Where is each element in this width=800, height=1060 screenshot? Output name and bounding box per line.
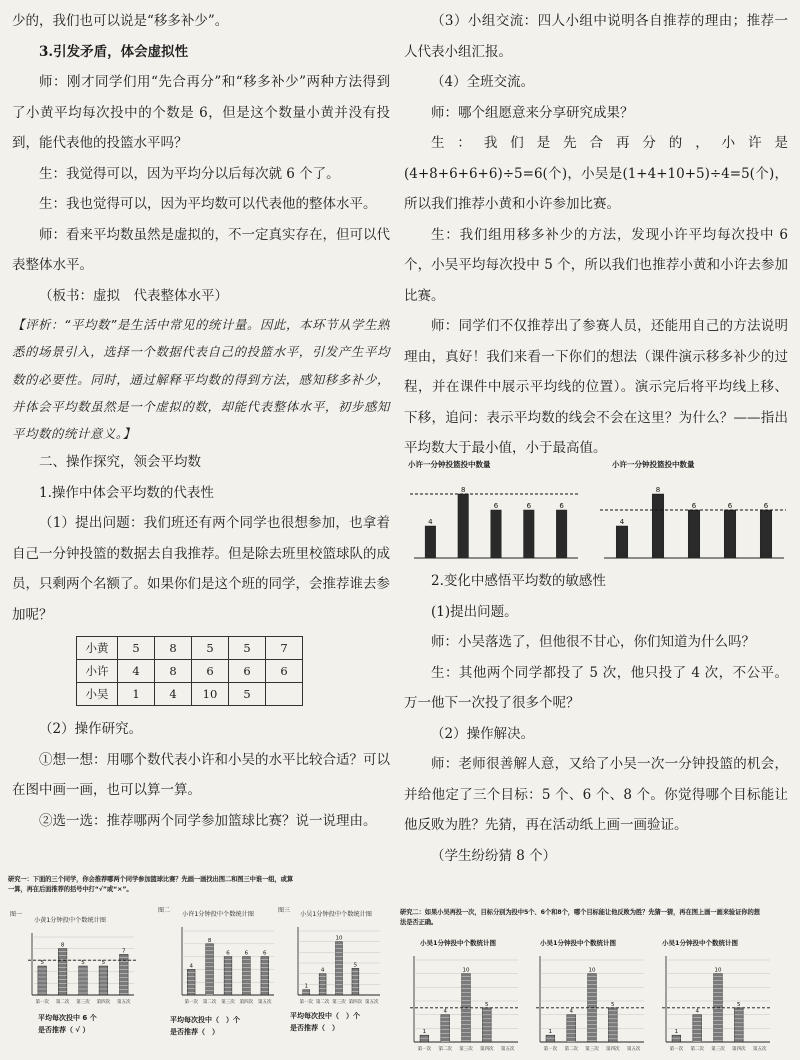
ws1-chart3-title: 小吴1分钟投中个数统计图	[300, 911, 372, 918]
x-tick-label: 第一次	[184, 1000, 198, 1005]
data-label: 10	[714, 967, 722, 974]
table-cell: 1	[118, 683, 155, 706]
data-label: 5	[485, 1001, 489, 1008]
ws1-c1-cap2: 是否推荐（ √ ）	[38, 1026, 90, 1034]
data-label: 8	[60, 942, 65, 949]
data-label: 5	[353, 962, 358, 969]
data-label: 8	[460, 486, 466, 494]
data-label: 5	[737, 1001, 741, 1008]
worksheet-1-fig3: 图三	[278, 907, 291, 914]
data-label: 10	[335, 935, 343, 942]
data-label: 4	[428, 518, 433, 526]
bar	[79, 966, 88, 995]
teacher-paragraph-6: 师：老师很善解人意，又给了小吴一次一分钟投篮的机会，并给他定了三个目标：5 个、6 个、8 个。你觉得哪个目标能让他反败为胜？先猜，再在活动纸上画一画验证。	[404, 756, 788, 833]
subsection-heading-1: 1.操作中体会平均数的代表性	[39, 484, 214, 501]
x-tick-label: 第三次	[459, 1047, 473, 1052]
table-row	[77, 660, 303, 683]
ws1-chart1-svg	[18, 925, 138, 1009]
worksheet-2-title: 研究二：如果小吴再投一次，目标分别为投中5个、6个和8个，哪个目标能让他反败为胜？先猜一猜，再在图上画一画来验证你的想法是否正确。	[400, 909, 760, 926]
table-cell: 5	[229, 637, 266, 660]
mid-chart-1	[404, 458, 584, 570]
worksheet-1	[8, 875, 388, 1055]
mid-chart-2-title: 小许一分钟投篮投中数量	[612, 460, 695, 469]
x-tick-label: 第二次	[55, 1000, 70, 1005]
question-heading-2: (1)提出问题。	[431, 603, 518, 620]
bar	[760, 510, 772, 558]
table-cell: 8	[155, 637, 192, 660]
data-label: 5	[40, 960, 44, 966]
bar	[336, 942, 343, 995]
x-tick-label: 第一次	[299, 1000, 313, 1005]
ws1-chart2-title: 小许1分钟投中个数统计图	[182, 911, 254, 918]
ws1-c2-cap2: 是否推荐（ ）	[170, 1028, 219, 1036]
x-tick-label: 第二次	[564, 1047, 578, 1052]
right-column-bottom	[404, 566, 788, 871]
ws1-chart1-title: 小黄1分钟投中个数统计图	[34, 917, 106, 924]
ws1-c2-cap1: 平均每次投中（ ）个	[170, 1016, 240, 1024]
bar	[608, 1008, 617, 1042]
operation-heading: （2）操作研究。	[39, 721, 143, 738]
x-tick-label: 第五次	[365, 1000, 379, 1005]
mid-chart-1-title: 小许一分钟投篮投中数量	[408, 460, 491, 469]
data-label: 6	[691, 502, 697, 510]
continued-line: 少的，我们也可以说是“移多补少”。	[12, 13, 229, 29]
operation-heading-2: （2）操作解决。	[431, 725, 535, 742]
x-tick-label: 第二次	[438, 1047, 452, 1052]
right-column-top	[404, 6, 788, 464]
table-cell: 4	[118, 660, 155, 683]
data-label: 1	[422, 1029, 427, 1036]
table-cell: 小吴	[77, 683, 118, 706]
table-cell	[266, 683, 303, 706]
teacher-paragraph-2: 师：看来平均数虽然是虚拟的，不一定真实存在，但可以代表整体水平。	[12, 226, 390, 273]
bar	[546, 1035, 555, 1042]
data-label: 6	[226, 950, 230, 957]
data-label: 6	[244, 950, 249, 957]
bar	[420, 1035, 429, 1042]
x-tick-label: 第四次	[480, 1047, 494, 1052]
student-paragraph-1: 生：我觉得可以，因为平均分以后每次就 6 个了。	[39, 165, 340, 182]
ws1-chart2-svg	[168, 919, 278, 1009]
x-tick-label: 第一次	[35, 1000, 49, 1005]
bar	[187, 969, 195, 995]
data-label: 6	[493, 502, 499, 510]
guess-line: （学生纷纷猜 8 个）	[431, 847, 557, 864]
bar	[616, 526, 628, 558]
data-label: 5	[611, 1001, 615, 1008]
x-tick-label: 第四次	[348, 1000, 363, 1005]
teacher-paragraph-4: 师：同学们不仅推荐出了参赛人员，还能用自己的方法说明理由，真好！我们来看一下你们的想法（课件演示移多补少的过程，并在课件中展示平均线的位置）。演示完后将平均线上移、下移，追问：表示平均数的线会不会在这里？为什么？——指出平均数大于最小值，小于最高值。	[404, 318, 788, 456]
bar	[652, 494, 664, 558]
data-label: 6	[263, 950, 267, 957]
table-cell: 8	[155, 660, 192, 683]
ws2-chart3-title: 小吴1分钟投中个数统计图	[662, 939, 739, 947]
worksheet-1-title: 研究一：下面的三个同学，你会推荐哪两个同学参加篮球比赛？先画一画找出图二和图三中谁一组，或算一算，再在后面推荐的括号中打“√”或“×”。	[8, 876, 294, 893]
student-paragraph-4: 生：我们组用移多补少的方法，发现小许平均每次投中 6 个，小吴平均每次投中 5 个，所以我们也推荐小黄和小许去参加比赛。	[404, 226, 788, 304]
ws2-chart2-svg	[526, 948, 648, 1056]
teacher-paragraph-1: 师：刚才同学们用“先合再分”和“移多补少”两种方法得到了小黄平均每次投中的个数是 6，但是这个数量小黄并没有投到，能代表他的投篮水平吗？	[12, 74, 390, 151]
data-label: 1	[304, 983, 308, 990]
student-paragraph-5: 生：其他两个同学都投了 5 次，他只投了 4 次，不公平。万一他下一次投了很多个呢？	[404, 664, 788, 711]
x-tick-label: 第三次	[221, 1000, 235, 1005]
ws1-chart3-svg	[284, 919, 384, 1009]
ws1-c3-cap1: 平均每次投中（ ）个	[290, 1012, 360, 1020]
table-cell: 4	[155, 683, 192, 706]
ws2-chart3-svg	[652, 948, 774, 1056]
group-discussion: （3）小组交流：四人小组中说明各自推荐的理由；推荐一人代表小组汇报。	[404, 13, 788, 60]
section-heading-3: 3.引发矛盾，体会虚拟性	[39, 43, 189, 60]
data-label: 4	[619, 518, 625, 526]
data-label: 5	[101, 960, 106, 966]
data-label: 6	[526, 502, 532, 510]
left-column	[12, 6, 390, 836]
table-row	[77, 637, 303, 660]
mid-chart-2	[594, 458, 790, 570]
data-label: 8	[655, 486, 661, 494]
bar	[38, 966, 47, 995]
x-tick-label: 第三次	[711, 1047, 725, 1052]
worksheet-2	[400, 908, 792, 1058]
x-tick-label: 第一次	[669, 1047, 684, 1052]
bar	[556, 510, 566, 558]
worksheet-1-fig1: 图一	[10, 911, 23, 918]
ws2-chart1-title: 小吴1分钟投中个数统计图	[420, 939, 497, 947]
x-tick-label: 第五次	[117, 1000, 131, 1005]
table-cell: 5	[229, 683, 266, 706]
score-table	[76, 636, 303, 706]
table-cell: 5	[192, 637, 229, 660]
table-cell: 6	[229, 660, 266, 683]
table-row	[77, 683, 303, 706]
ws1-c1-cap1: 平均每次投中 6 个	[38, 1014, 97, 1022]
class-discussion: （4）全班交流。	[431, 74, 535, 90]
data-label: 6	[559, 502, 564, 510]
table-cell: 10	[192, 683, 229, 706]
x-tick-label: 第二次	[315, 1000, 330, 1005]
data-label: 4	[189, 963, 193, 970]
question-paragraph: （1）提出问题：我们班还有两个同学也很想参加，也拿着自己一分钟投篮的数据去自我推荐。但是除去班里校篮球队的成员，只剩两个名额了。如果你们是这个班的同学，会推荐谁去参加呢？	[12, 515, 390, 623]
teacher-paragraph-5: 师：小吴落选了，但他很不甘心，你们知道为什么吗？	[431, 634, 755, 650]
table-cell: 小黄	[77, 637, 118, 660]
data-label: 7	[122, 948, 126, 955]
subsection-heading-2: 2.变化中感悟平均数的敏感性	[431, 573, 606, 589]
data-label: 6	[763, 502, 769, 510]
x-tick-label: 第三次	[76, 1000, 90, 1005]
ws2-chart2-title: 小吴1分钟投中个数统计图	[540, 939, 617, 947]
x-tick-label: 第四次	[96, 1000, 111, 1005]
ws2-chart1-svg	[400, 948, 522, 1056]
commentary-note: 【评析：“平均数”是生活中常见的统计量。因此，本环节从学生熟悉的场景引入，选择一个数据代表自己的投篮水平，引发产生平均数的必要性。同时，通过解释平均数的得到方法，感知移多补少，并体会平均数虽然是一个虚拟的数，却能代表整体水平，初步感知平均数的统计意义。】	[12, 317, 390, 442]
bar	[524, 510, 534, 558]
data-label: 4	[569, 1008, 573, 1015]
bar	[688, 510, 700, 558]
data-label: 1	[674, 1029, 679, 1036]
table-cell: 6	[266, 660, 303, 683]
data-label: 4	[695, 1008, 699, 1015]
mid-chart-2-svg	[594, 458, 790, 566]
bar	[303, 990, 310, 995]
x-tick-label: 第一次	[543, 1047, 558, 1052]
x-tick-label: 第二次	[690, 1047, 704, 1052]
data-label: 10	[462, 967, 470, 974]
x-tick-label: 第三次	[585, 1047, 599, 1052]
x-tick-label: 第四次	[606, 1047, 620, 1052]
data-label: 10	[588, 967, 596, 974]
x-tick-label: 第二次	[202, 1000, 217, 1005]
data-label: 6	[727, 502, 733, 510]
student-paragraph-2: 生：我也觉得可以，因为平均数可以代表他的整体水平。	[39, 196, 377, 212]
data-label: 5	[81, 960, 85, 966]
table-cell: 5	[118, 637, 155, 660]
bar	[206, 944, 214, 995]
bar	[724, 510, 736, 558]
mid-chart-1-svg	[404, 458, 584, 566]
section-heading-2: 二、操作探究，领会平均数	[39, 454, 201, 471]
bar	[458, 494, 468, 558]
data-label: 4	[320, 967, 325, 974]
x-tick-label: 第五次	[258, 1000, 272, 1005]
data-label: 8	[207, 937, 212, 944]
think-paragraph: ①想一想：用哪个数代表小许和小吴的水平比较合适？可以在图中画一画，也可以算一算。	[12, 751, 390, 799]
board-note: （板书：虚拟 代表整体水平）	[39, 287, 228, 304]
teacher-paragraph-3: 师：哪个组愿意来分享研究成果？	[431, 104, 634, 121]
x-tick-label: 第五次	[626, 1047, 641, 1052]
bar	[352, 968, 359, 995]
ws1-c3-cap2: 是否推荐（ ）	[290, 1024, 339, 1032]
bar	[425, 526, 435, 558]
bar	[734, 1008, 743, 1042]
x-tick-label: 第三次	[332, 1000, 346, 1005]
x-tick-label: 第四次	[239, 1000, 254, 1005]
bar	[491, 510, 501, 558]
worksheet-1-fig2: 图二	[158, 907, 171, 914]
x-tick-label: 第五次	[500, 1047, 515, 1052]
bar	[482, 1008, 491, 1042]
x-tick-label: 第四次	[732, 1047, 746, 1052]
student-paragraph-3: 生：我们是先合再分的，小许是(4+8+6+6+6)÷5=6(个)，小吴是(1+4+10+5)÷4=5(个)，所以我们推荐小黄和小许参加比赛。	[404, 135, 788, 212]
data-label: 4	[443, 1008, 447, 1015]
table-cell: 小许	[77, 660, 118, 683]
data-label: 1	[548, 1029, 553, 1036]
choose-paragraph: ②选一选：推荐哪两个同学参加篮球比赛？说一说理由。	[39, 812, 377, 829]
table-cell: 7	[266, 637, 303, 660]
table-cell: 6	[192, 660, 229, 683]
x-tick-label: 第五次	[752, 1047, 767, 1052]
bar	[672, 1035, 681, 1042]
bar	[99, 966, 108, 995]
x-tick-label: 第一次	[417, 1047, 432, 1052]
